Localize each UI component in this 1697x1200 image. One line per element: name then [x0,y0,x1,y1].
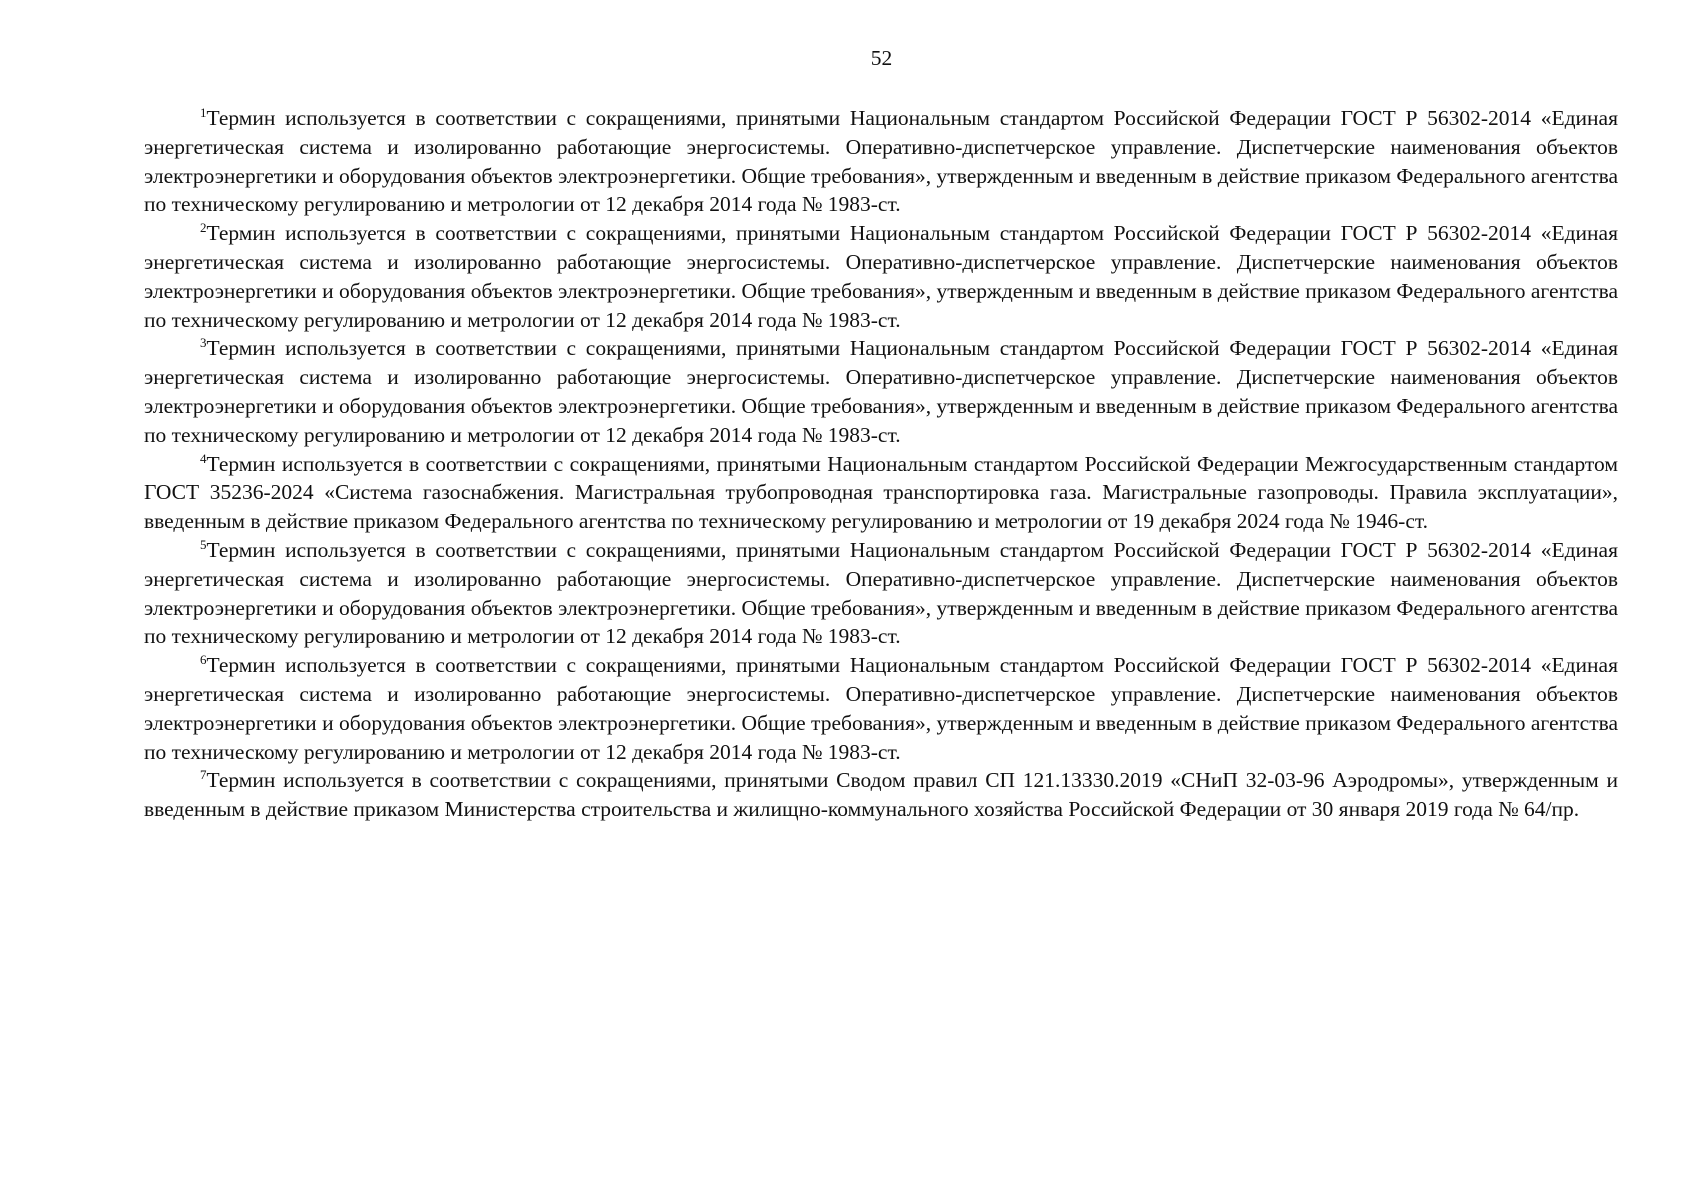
footnote-text: Термин используется в соответствии с сокращениями, принятыми Национальным стандартом Российской Федерации Межгосударственным стандартом ГОСТ 35236-2024 «Система газоснабжения. Магистральная трубопроводная транспортировка газа. Магистральные газопроводы. Правила эксплуатации», введенным в действие приказом Федерального агентства по техническому регулированию и метрологии от 19 декабря 2024 года № 1946-ст. [144,451,1618,534]
footnote-text: Термин используется в соответствии с сокращениями, принятыми Национальным стандартом Российской Федерации ГОСТ Р 56302-2014 «Единая энергетическая система и изолированно работающие энергосистемы. Оперативно-диспетчерское управление. Диспетчерские наименования объектов электроэнергетики и оборудования объектов электроэнергетики. Общие требования», утвержденным и введенным в действие приказом Федерального агентства по техническому регулированию и метрологии от 12 декабря 2014 года № 1983-ст. [144,537,1618,649]
footnote-text: Термин используется в соответствии с сокращениями, принятыми Сводом правил СП 121.13330.2019 «СНиП 32-03-96 Аэродромы», утвержденным и введенным в действие приказом Министерства строительства и жилищно-коммунального хозяйства Российской Федерации от 30 января 2019 года № 64/пр. [144,768,1618,822]
footnote-marker: 6 [200,652,207,668]
page-number: 52 [870,46,893,70]
footnote-marker: 3 [200,335,207,351]
footnote-5 [144,536,1618,651]
footnote-text: Термин используется в соответствии с сокращениями, принятыми Национальным стандартом Российской Федерации ГОСТ Р 56302-2014 «Единая энергетическая система и изолированно работающие энергосистемы. Оперативно-диспетчерское управление. Диспетчерские наименования объектов электроэнергетики и оборудования объектов электроэнергетики. Общие требования», утвержденным и введенным в действие приказом Федерального агентства по техническому регулированию и метрологии от 12 декабря 2014 года № 1983-ст. [144,221,1618,332]
footnote-2 [144,219,1618,334]
footnote-marker: 4 [200,450,207,466]
footnote-text: Термин используется в соответствии с сокращениями, принятыми Национальным стандартом Российской Федерации ГОСТ Р 56302-2014 «Единая энергетическая система и изолированно работающие энергосистемы. Оперативно-диспетчерское управление. Диспетчерские наименования объектов электроэнергетики и оборудования объектов электроэнергетики. Общие требования», утвержденным и введенным в действие приказом Федерального агентства по техническому регулированию и метрологии от 12 декабря 2014 года № 1983-ст. [144,653,1618,764]
footnote-7 [144,766,1618,824]
footnote-marker: 2 [200,220,207,236]
footnote-6 [144,651,1618,766]
footnote-3 [144,334,1618,449]
footnotes-list [144,104,1618,824]
footnote-marker: 7 [200,767,207,783]
footnote-marker: 5 [200,536,207,552]
footnote-text: Термин используется в соответствии с сокращениями, принятыми Национальным стандартом Российской Федерации ГОСТ Р 56302-2014 «Единая энергетическая система и изолированно работающие энергосистемы. Оперативно-диспетчерское управление. Диспетчерские наименования объектов электроэнергетики и оборудования объектов электроэнергетики. Общие требования», утвержденным и введенным в действие приказом Федерального агентства по техническому регулированию и метрологии от 12 декабря 2014 года № 1983-ст. [144,106,1618,217]
footnote-1 [144,104,1618,219]
footnote-marker: 1 [200,105,207,120]
footnote-4 [144,450,1618,536]
footnote-text: Термин используется в соответствии с сокращениями, принятыми Национальным стандартом Российской Федерации ГОСТ Р 56302-2014 «Единая энергетическая система и изолированно работающие энергосистемы. Оперативно-диспетчерское управление. Диспетчерские наименования объектов электроэнергетики и оборудования объектов электроэнергетики. Общие требования», утвержденным и введенным в действие приказом Федерального агентства по техническому регулированию и метрологии от 12 декабря 2014 года № 1983-ст. [144,336,1618,447]
